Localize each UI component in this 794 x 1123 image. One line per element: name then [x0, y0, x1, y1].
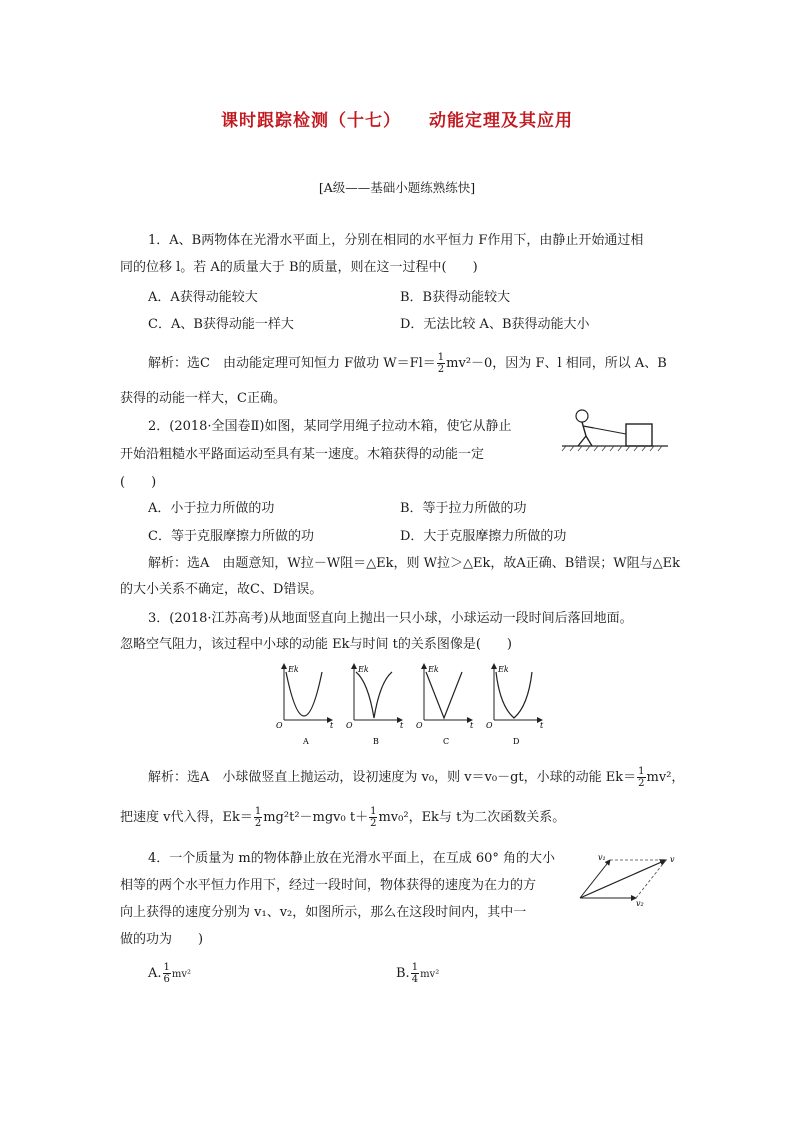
svg-text:t: t	[540, 721, 544, 730]
q2-solution-line2: 的大小关系不确定，故C、D错误。	[120, 582, 323, 597]
fraction-quarter: $\frac{1}{4}$	[411, 962, 419, 985]
q2-solution-line1: 解析：选A 由题意知，W拉－W阻＝△Ek，则 W拉＞△Ek，故A正确、B错误；W阻与△Ek	[148, 556, 681, 571]
fraction-half: $\frac{1}{2}$	[370, 806, 377, 829]
fraction-sixth: $\frac{1}{6}$	[163, 962, 170, 985]
graph-b	[346, 664, 404, 746]
q2-line3: ( )	[120, 475, 157, 490]
velocity-parallelogram-figure	[574, 848, 686, 910]
svg-text:O: O	[416, 721, 423, 730]
graph-label: D	[513, 737, 520, 746]
graph-label: C	[443, 737, 450, 746]
q2-line2: 开始沿粗糙水平路面运动至具有某一速度。木箱获得的动能一定	[120, 447, 485, 462]
q1-line1: 1．A、B两物体在光滑水平面上，分别在相同的水平恒力 F作用下，由静止开始通过相	[148, 233, 644, 248]
q3-line1: 3．(2018·江苏高考)从地面竖直向上抛出一只小球，小球运动一段时间后落回地面。	[148, 611, 633, 626]
svg-text:Ek: Ek	[498, 665, 509, 674]
q2-option-c: C．等于克服摩擦力所做的功	[148, 529, 314, 544]
q2-option-a: A．小于拉力所做的功	[148, 501, 275, 516]
title-left: 课时跟踪检测（十七）	[221, 111, 401, 131]
q1-line2: 同的位移 l。若 A的质量大于 B的质量，则在这一过程中( )	[120, 260, 478, 275]
q4-line1: 4．一个质量为 m的物体静止放在光滑水平面上，在互成 60° 角的大小	[148, 851, 556, 866]
svg-text:v₁: v₁	[598, 853, 606, 862]
fraction-half: $\frac{1}{2}$	[437, 352, 445, 375]
q3-solution-line2: 把速度 v代入得，Ek＝ $\frac{1}{2}$ mg²t²－mgv₀ t＋ $\frac{1}{2}$ mv₀²，Ek与 t为二次函数关系。	[120, 806, 566, 829]
graph-label: B	[373, 737, 379, 746]
q3-solution-line1: 解析：选A 小球做竖直上抛运动，设初速度为 v₀，则 v＝v₀－gt，小球的动能 Ek＝ $\frac{1}{2}$ mv²，	[148, 766, 685, 789]
title-right: 动能定理及其应用	[429, 111, 573, 131]
q4-line3: 向上获得的速度分别为 v₁、v₂，如图所示，那么在这段时间内，其中一	[120, 905, 527, 920]
q4-option-a: A. $\frac{1}{6}$ mv²	[148, 962, 192, 985]
fraction-half: $\frac{1}{2}$	[254, 806, 262, 829]
svg-text:O: O	[276, 721, 283, 730]
q1-solution-line2: 获得的动能一样大，C正确。	[120, 391, 286, 406]
svg-text:t: t	[330, 721, 334, 730]
q1-option-a: A．A获得动能较大	[148, 290, 258, 305]
q3-graphs	[264, 660, 564, 750]
svg-text:v: v	[670, 855, 675, 864]
page-title	[0, 106, 794, 131]
q1-option-d: D．无法比较 A、B获得动能大小	[400, 317, 590, 332]
graph-c	[416, 664, 474, 746]
pulling-box-figure	[560, 404, 672, 454]
graph-a	[276, 664, 334, 746]
q3-line2: 忽略空气阻力，该过程中小球的动能 Ek与时间 t的关系图像是( )	[120, 637, 512, 652]
q4-option-b: B. $\frac{1}{4}$ mv²	[396, 962, 440, 985]
q2-line1: 2．(2018·全国卷Ⅱ)如图，某同学用绳子拉动木箱，使它从静止	[148, 419, 512, 434]
svg-text:Ek: Ek	[358, 665, 369, 674]
q1-option-b: B．B获得动能较大	[400, 290, 511, 305]
svg-text:t: t	[400, 721, 404, 730]
graph-d	[486, 664, 544, 746]
svg-text:Ek: Ek	[428, 665, 439, 674]
section-heading: [A级——基础小题练熟练快]	[318, 180, 476, 195]
fraction-half: $\frac{1}{2}$	[638, 766, 645, 789]
q1-solution-line1: 解析：选C 由动能定理可知恒力 F做功 W＝Fl＝ $\frac{1}{2}$ mv²－0，因为 F、l 相同，所以 A、B	[148, 352, 667, 375]
q1-option-c: C．A、B获得动能一样大	[148, 317, 294, 332]
svg-text:O: O	[346, 721, 353, 730]
q2-option-d: D．大于克服摩擦力所做的功	[400, 529, 567, 544]
svg-text:Ek: Ek	[288, 665, 299, 674]
q4-line2: 相等的两个水平恒力作用下，经过一段时间，物体获得的速度为在力的方	[120, 878, 537, 893]
q4-line4: 做的功为 )	[120, 932, 204, 947]
svg-text:v₂: v₂	[636, 899, 644, 908]
svg-text:O: O	[486, 721, 493, 730]
q2-option-b: B．等于拉力所做的功	[400, 501, 527, 516]
graph-label: A	[303, 737, 309, 746]
svg-text:t: t	[470, 721, 474, 730]
